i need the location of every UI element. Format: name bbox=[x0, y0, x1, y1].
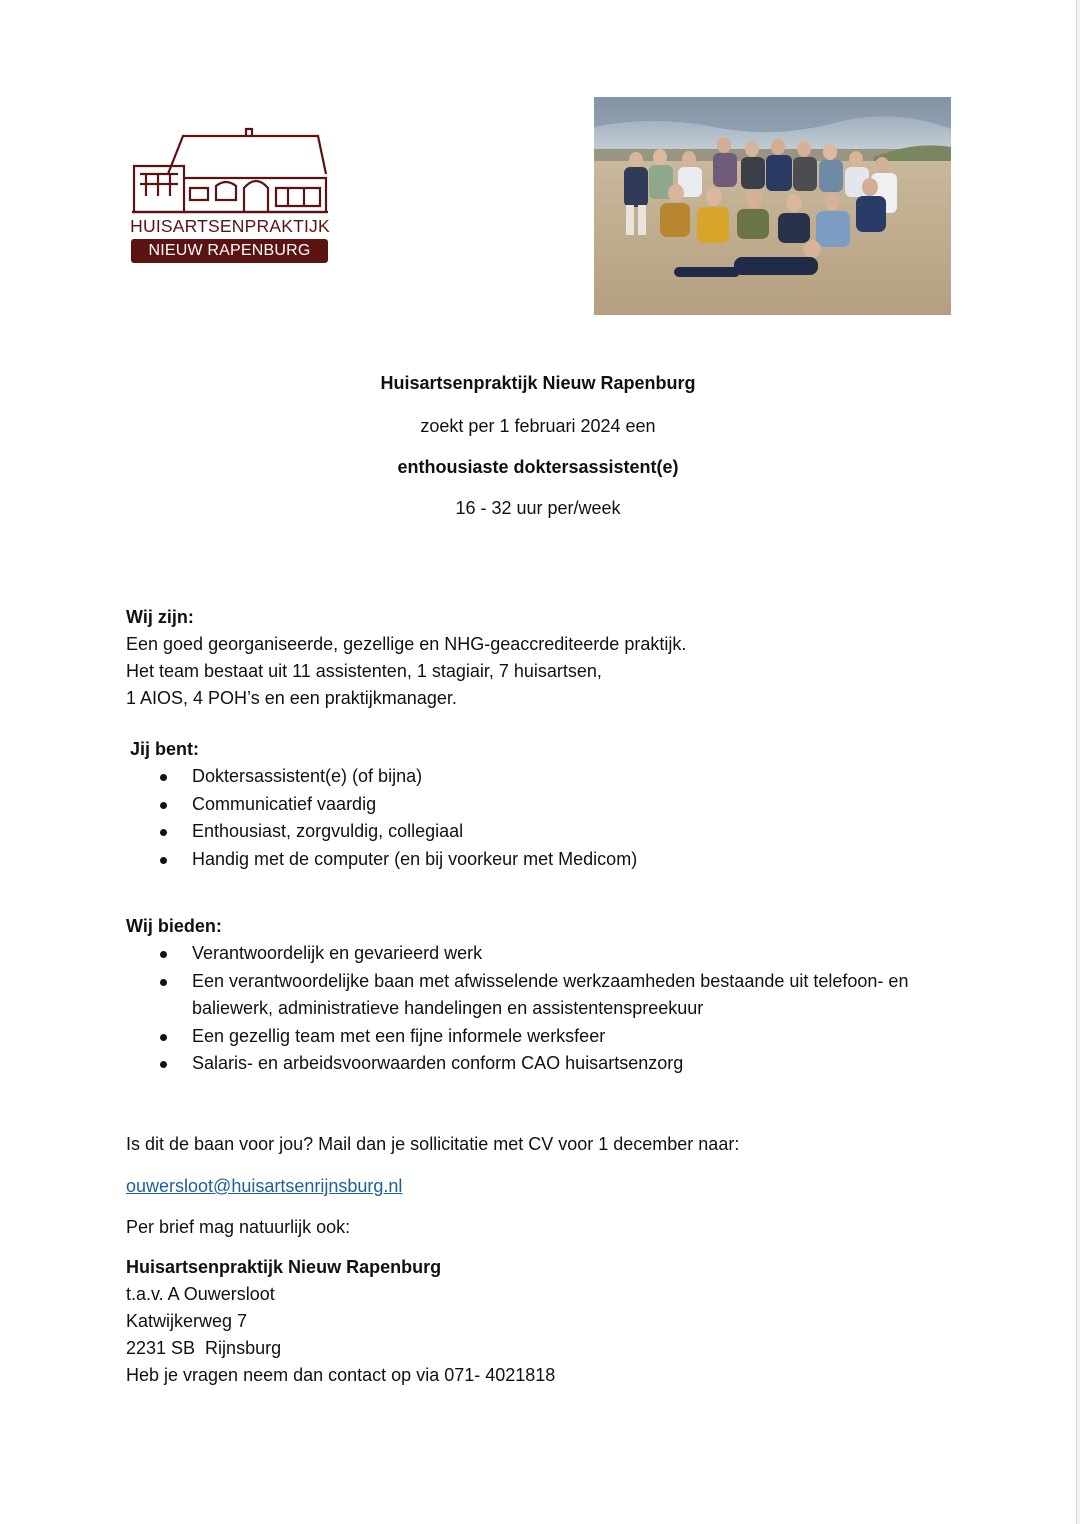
section-heading: Wij zijn: bbox=[126, 607, 194, 627]
bullet-icon bbox=[160, 802, 167, 809]
list-item: Doktersassistent(e) (of bijna) bbox=[126, 763, 946, 791]
position-title: enthousiaste doktersassistent(e) bbox=[397, 457, 679, 477]
jij-bent-list bbox=[126, 763, 946, 873]
logo-subtitle: NIEUW RAPENBURG bbox=[131, 239, 328, 263]
address-line: Katwijkerweg 7 bbox=[126, 1311, 248, 1331]
section-jij-bent bbox=[130, 736, 199, 763]
paragraph-line: 1 AIOS, 4 POH’s en een praktijkmanager. bbox=[126, 688, 457, 708]
bullet-icon bbox=[160, 979, 167, 986]
section-wij-zijn bbox=[126, 604, 686, 712]
list-item: Verantwoordelijk en gevarieerd werk bbox=[126, 940, 946, 968]
house-drawing-icon bbox=[128, 126, 332, 216]
list-item: Handig met de computer (en bij voorkeur met Medicom) bbox=[126, 846, 946, 874]
bullet-icon bbox=[160, 774, 167, 781]
list-item: Salaris- en arbeidsvoorwaarden conform CAO huisartsenzorg bbox=[126, 1050, 946, 1078]
contact-intro: Is dit de baan voor jou? Mail dan je sollicitatie met CV voor 1 december naar: bbox=[126, 1134, 740, 1154]
practice-logo bbox=[128, 126, 332, 266]
hours-line: 16 - 32 uur per/week bbox=[455, 498, 621, 518]
bullet-icon bbox=[160, 857, 167, 864]
paragraph-line: Het team bestaat uit 11 assistenten, 1 stagiair, 7 huisartsen, bbox=[126, 661, 602, 681]
section-heading: Jij bent: bbox=[130, 739, 200, 759]
email-link[interactable]: ouwersloot@huisartsenrijnsburg.nl bbox=[126, 1176, 403, 1196]
bullet-icon bbox=[160, 951, 167, 958]
list-item: Communicatief vaardig bbox=[126, 791, 946, 819]
address-block bbox=[126, 1254, 555, 1389]
address-line: t.a.v. A Ouwersloot bbox=[126, 1284, 275, 1304]
phone-line: Heb je vragen neem dan contact op via 071- 4021818 bbox=[126, 1365, 556, 1385]
team-photo bbox=[594, 97, 951, 315]
paragraph-line: Een goed georganiseerde, gezellige en NHG-geaccrediteerde praktijk. bbox=[126, 634, 687, 654]
bullet-icon bbox=[160, 1061, 167, 1068]
section-wij-bieden bbox=[126, 913, 222, 940]
list-item: Een verantwoordelijke baan met afwisselende werkzaamheden bestaande uit telefoon- en baliewerk, administratieve handelingen en assistentenspreekuur bbox=[126, 968, 946, 1023]
letter-note: Per brief mag natuurlijk ook: bbox=[126, 1217, 351, 1237]
list-item: Een gezellig team met een fijne informele werksfeer bbox=[126, 1023, 946, 1051]
bullet-icon bbox=[160, 1034, 167, 1041]
search-line: zoekt per 1 februari 2024 een bbox=[420, 416, 656, 436]
section-heading: Wij bieden: bbox=[126, 916, 222, 936]
wij-bieden-list bbox=[126, 940, 946, 1078]
address-name: Huisartsenpraktijk Nieuw Rapenburg bbox=[126, 1257, 442, 1277]
practice-title: Huisartsenpraktijk Nieuw Rapenburg bbox=[380, 373, 696, 393]
bullet-icon bbox=[160, 829, 167, 836]
list-item: Enthousiast, zorgvuldig, collegiaal bbox=[126, 818, 946, 846]
logo-title: HUISARTSENPRAKTIJK bbox=[130, 216, 330, 236]
address-line: 2231 SB Rijnsburg bbox=[126, 1338, 282, 1358]
